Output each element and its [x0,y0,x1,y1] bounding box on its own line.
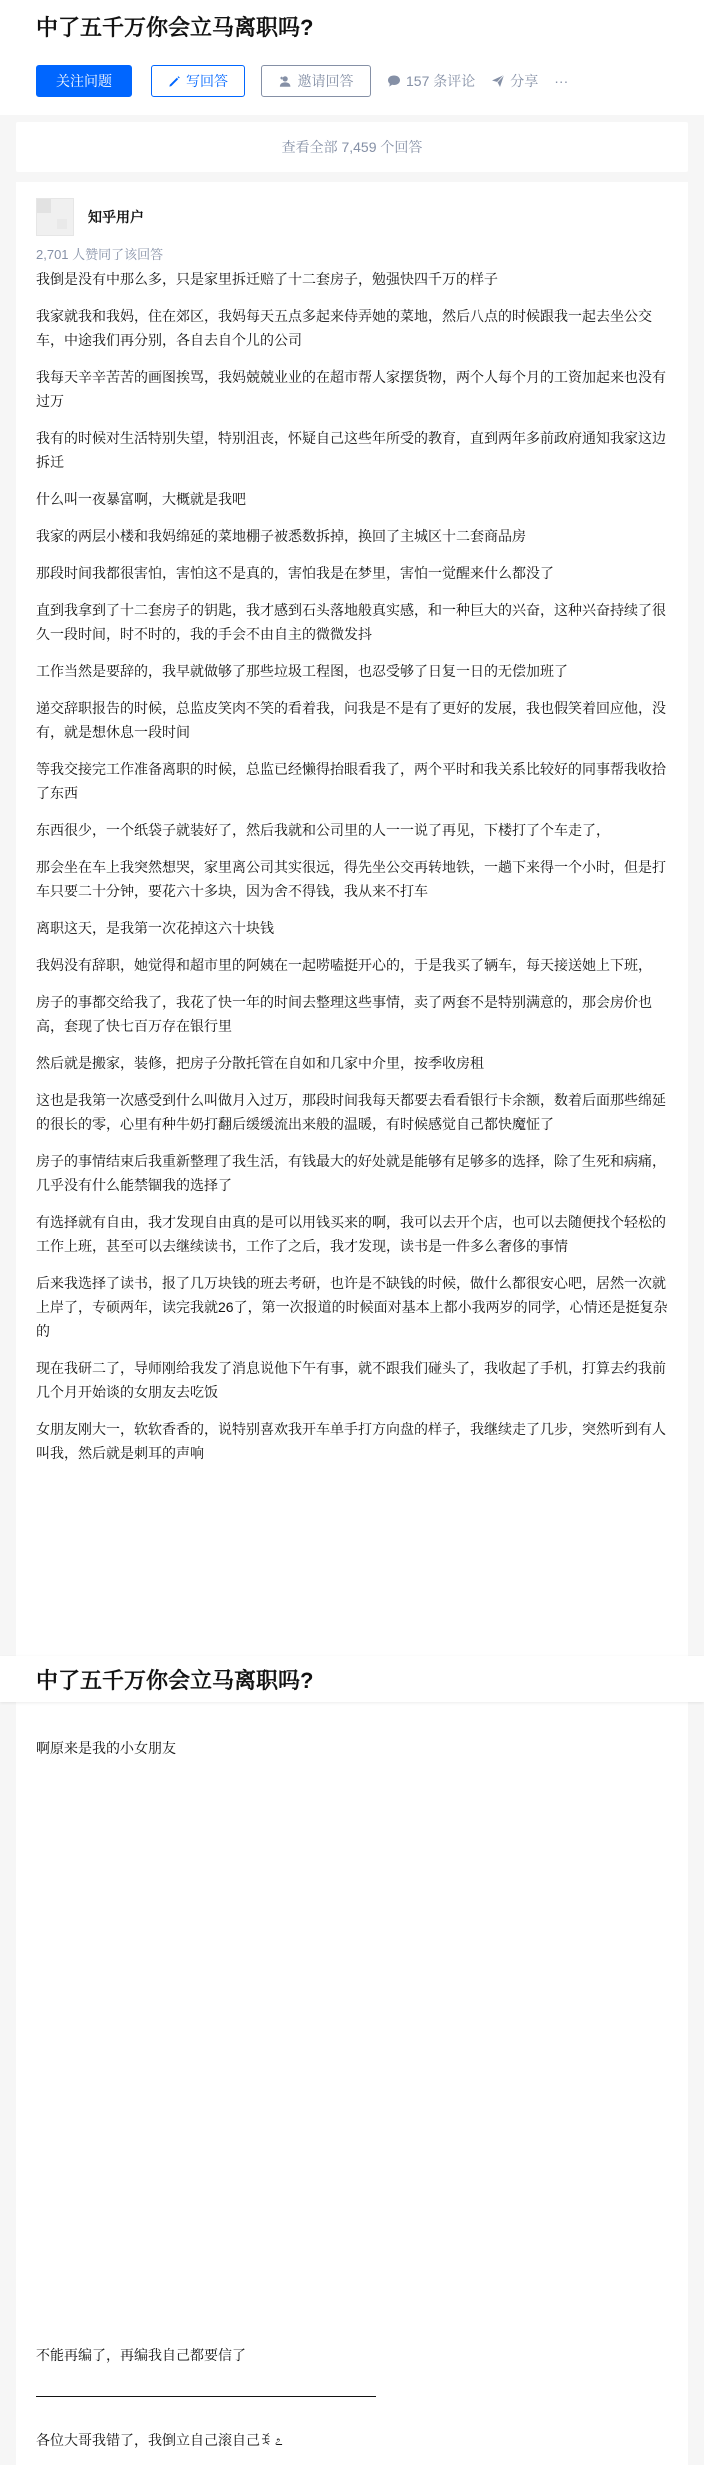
answer-paragraph: 后来我选择了读书，报了几万块钱的班去考研，也许是不缺钱的时候，做什么都很安心吧，居然一次就上岸了，专硕两年，读完我就26了，第一次报道的时候面对基本上都小我两岁的同学，心情还是挺复杂的 [36,1275,668,1339]
invite-answer-button[interactable] [261,65,371,97]
answer-paragraph: 现在我研二了，导师刚给我发了消息说他下午有事，就不跟我们碰头了，我收起了手机，打算去约我前几个月开始谈的女朋友去吃饭 [36,1360,666,1400]
answer-paragraph: 那会坐在车上我突然想哭，家里离公司其实很远，得先坐公交再转地铁，一趟下来得一个小时，但是打车只要二十分钟，要花六十多块，因为舍不得钱，我从来不打车 [36,859,666,899]
answer-paragraph: 房子的事情结束后我重新整理了我生活，有钱最大的好处就是能够有足够多的选择，除了生死和病痛，几乎没有什么能禁锢我的选择了 [36,1153,666,1193]
vote-count: 2,701 人赞同了该回答 [36,247,164,262]
divider-line [36,2396,376,2397]
add-user-icon [279,75,293,88]
answer-paragraph: 女朋友刚大一，软软香香的，说特别喜欢我开车单手打方向盘的样子，我继续走了几步，突然听到有人叫我，然后就是刺耳的声响 [36,1421,666,1461]
write-answer-label: 写回答 [186,73,228,89]
answer-paragraph: 这也是我第一次感受到什么叫做月入过万，那段时间我每天都要去看看银行卡余额，数着后面那些绵延的很长的零，心里有种牛奶打翻后缓缓流出来般的温暖，有时候感觉自己都快魔怔了 [36,1092,666,1132]
invite-answer-label: 邀请回答 [297,73,354,89]
answer-card [16,182,688,2465]
answer-paragraph: 我有的时候对生活特别失望，特别沮丧，怀疑自己这些年所受的教育，直到两年多前政府通知我家这边拆迁 [36,430,666,470]
answer-paragraph-after-break: 啊原来是我的小女朋友 [36,1740,176,1756]
comments-link[interactable] [387,71,475,91]
answer-ending-apology: 各位大哥我错了，我倒立自己滚自己ꉂ ೭ [36,2432,283,2448]
author-info [36,182,668,236]
share-icon [491,74,505,88]
pencil-icon [168,75,181,88]
answer-paragraph: 有选择就有自由，我才发现自由真的是可以用钱买来的啊，我可以去开个店，也可以去随便找个轻松的工作上班，甚至可以去继续读书，工作了之后，我才发现，读书是一件多么奢侈的事情 [36,1214,666,1254]
answer-paragraph: 我每天辛辛苦苦的画图挨骂，我妈兢兢业业的在超市帮人家摆货物，两个人每个月的工资加起来也没有过万 [36,369,666,409]
question-actions [36,64,668,98]
comments-count: 157 条评论 [406,73,476,89]
question-title: 中了五千万你会立马离职吗? [36,15,314,40]
more-button[interactable]: ··· [554,73,569,89]
sticky-question-title: 中了五千万你会立马离职吗? [0,1656,704,1702]
answer-paragraph: 房子的事都交给我了，我花了快一年的时间去整理这些事情，卖了两套不是特别满意的，那会房价也高，套现了快七百万存在银行里 [36,994,652,1034]
follow-question-button[interactable]: 关注问题 [36,65,132,97]
view-all-answers-link[interactable]: 查看全部 7,459 个回答 [16,122,688,172]
answer-ending-line: 不能再编了，再编我自己都要信了 [36,2347,246,2363]
answer-paragraph: 离职这天，是我第一次花掉这六十块钱 [36,920,274,936]
answer-paragraph: 我家就我和我妈，住在郊区，我妈每天五点多起来侍弄她的菜地，然后八点的时候跟我一起去坐公交车，中途我们再分别，各自去自个儿的公司 [36,308,652,348]
answer-paragraph: 然后就是搬家，装修，把房子分散托管在自如和几家中介里，按季收房租 [36,1055,484,1071]
author-name[interactable]: 知乎用户 [88,209,144,225]
answer-paragraph: 什么叫一夜暴富啊，大概就是我吧 [36,491,246,507]
answer-paragraph: 我妈没有辞职，她觉得和超市里的阿姨在一起唠嗑挺开心的，于是我买了辆车，每天接送她上下班， [36,957,652,973]
comment-icon [387,74,401,88]
write-answer-button[interactable] [151,65,245,97]
answer-paragraph: 东西很少，一个纸袋子就装好了，然后我就和公司里的人一一说了再见，下楼打了个车走了， [36,822,610,838]
answer-paragraph: 等我交接完工作准备离职的时候，总监已经懒得抬眼看我了，两个平时和我关系比较好的同事帮我收拾了东西 [36,761,666,801]
avatar[interactable] [36,198,74,236]
answer-content [36,267,668,1465]
question-header [0,0,704,115]
answer-paragraph: 直到我拿到了十二套房子的钥匙，我才感到石头落地般真实感，和一种巨大的兴奋，这种兴奋持续了很久一段时间，时不时的，我的手会不由自主的微微发抖 [36,602,666,642]
answer-paragraph: 递交辞职报告的时候，总监皮笑肉不笑的看着我，问我是不是有了更好的发展，我也假笑着回应他，没有，就是想休息一段时间 [36,700,666,740]
answer-paragraph: 工作当然是要辞的，我早就做够了那些垃圾工程图，也忍受够了日复一日的无偿加班了 [36,663,568,679]
answer-paragraph: 那段时间我都很害怕，害怕这不是真的，害怕我是在梦里，害怕一觉醒来什么都没了 [36,565,554,581]
share-label: 分享 [510,73,539,89]
answer-paragraph: 我倒是没有中那么多，只是家里拆迁赔了十二套房子，勉强快四千万的样子 [36,271,498,287]
answer-paragraph: 我家的两层小楼和我妈绵延的菜地棚子被悉数拆掉，换回了主城区十二套商品房 [36,528,526,544]
share-link[interactable] [491,71,538,91]
